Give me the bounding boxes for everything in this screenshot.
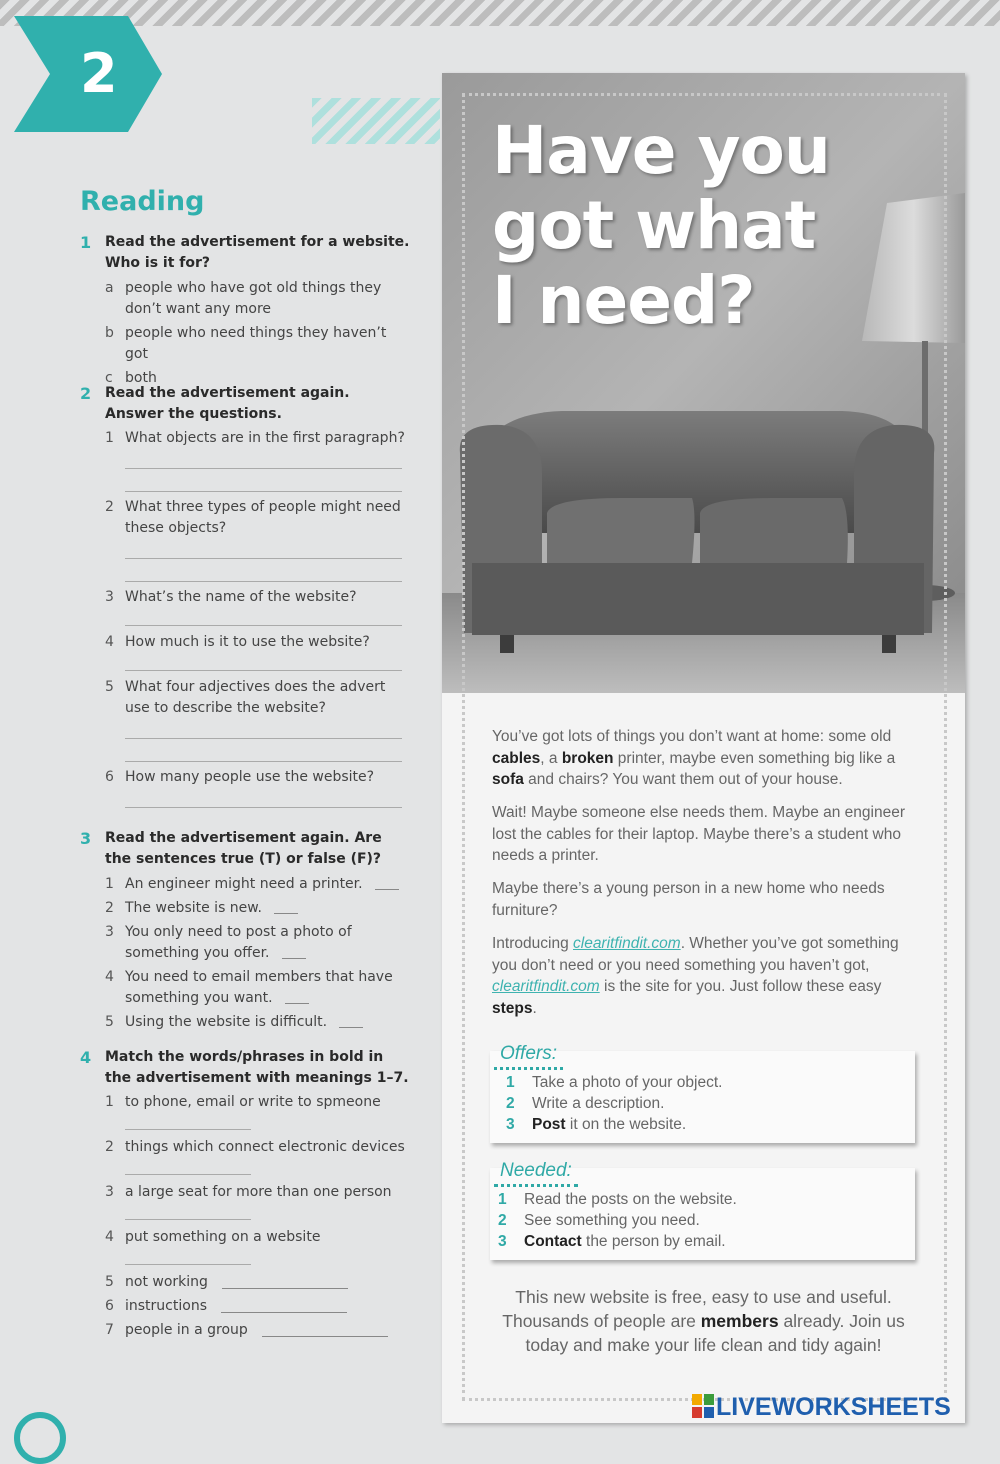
question-mark: 3 xyxy=(105,589,114,605)
answer-line[interactable] xyxy=(222,1287,348,1289)
teal-stripe-decoration xyxy=(312,98,440,144)
question-text: How much is it to use the website? xyxy=(125,634,370,650)
text-run: . xyxy=(532,999,537,1017)
exercise-2-instruction xyxy=(80,383,410,425)
match-item-5 xyxy=(80,1272,410,1293)
step-number: 1 xyxy=(498,1191,507,1208)
item-text: a large seat for more than one person xyxy=(125,1184,392,1200)
item-mark: 7 xyxy=(105,1322,114,1338)
step-text: Write a description. xyxy=(532,1095,665,1112)
instruction-text: Read the advertisement again. Are the sentences true (T) or false (F)? xyxy=(105,830,382,867)
offers-step-2 xyxy=(506,1095,664,1113)
tf-blank[interactable] xyxy=(339,1027,363,1028)
liveworksheets-watermark xyxy=(692,1393,951,1422)
question-mark: 2 xyxy=(105,499,114,515)
section-title: Reading xyxy=(80,186,205,217)
instruction-text: Read the advertisement again. Answer the questions. xyxy=(105,385,350,422)
answer-line[interactable] xyxy=(125,760,402,762)
bold-word: broken xyxy=(561,749,614,767)
advert-paragraph-2: Wait! Maybe someone else needs them. Maybe an engineer lost the cables for their laptop. Maybe there’s a student who needs a printer. xyxy=(492,804,905,864)
match-items-5-7 xyxy=(80,1272,410,1341)
answer-line[interactable] xyxy=(125,490,402,492)
question-text: What three types of people might need these objects? xyxy=(125,499,401,536)
item-mark: 1 xyxy=(105,876,114,892)
answer-line[interactable] xyxy=(125,1263,251,1265)
headline-line: Have you xyxy=(492,112,830,189)
answer-line[interactable] xyxy=(125,1173,251,1175)
text-run: printer, maybe even something big like a xyxy=(613,749,896,767)
item-mark: 4 xyxy=(105,1229,114,1245)
exercise-number: 4 xyxy=(80,1048,92,1067)
item-text: The website is new. xyxy=(125,900,262,916)
tf-item-2 xyxy=(80,898,410,919)
item-text: Using the website is difficult. xyxy=(125,1014,328,1030)
item-mark: 2 xyxy=(105,1139,114,1155)
match-item-2 xyxy=(80,1137,410,1175)
item-text: to phone, email or write to spmeone xyxy=(125,1094,381,1110)
page-corner-circle xyxy=(14,1412,66,1464)
question-mark: 6 xyxy=(105,769,114,785)
text-run: is the site for you. Just follow these easy xyxy=(599,978,882,995)
answer-line[interactable] xyxy=(125,624,402,626)
needed-step-2 xyxy=(498,1212,700,1230)
answer-line[interactable] xyxy=(125,806,402,808)
match-item-7 xyxy=(80,1320,410,1341)
tf-item-4 xyxy=(80,967,410,1009)
needed-step-1 xyxy=(498,1191,737,1209)
item-text: instructions xyxy=(125,1298,207,1314)
item-mark: 2 xyxy=(105,900,114,916)
advert-paragraph-3: Maybe there’s a young person in a new home who needs furniture? xyxy=(492,880,885,919)
question-text: What’s the name of the website? xyxy=(125,589,357,605)
unit-number: 2 xyxy=(80,42,118,105)
advert-paragraph-4 xyxy=(492,933,922,1019)
answer-line[interactable] xyxy=(125,737,402,739)
bold-word: Contact xyxy=(524,1233,582,1250)
exercise-1 xyxy=(80,232,410,389)
question-text: What objects are in the first paragraph? xyxy=(125,430,405,446)
match-item-4 xyxy=(80,1227,410,1265)
liveworksheets-logo-icon xyxy=(692,1394,714,1418)
text-run: , a xyxy=(540,749,562,767)
match-item-6 xyxy=(80,1296,410,1317)
question-text: What four adjectives does the advert use to describe the website? xyxy=(125,679,386,716)
answer-line[interactable] xyxy=(125,557,402,559)
watermark-text: LIVEWORKSHEETS xyxy=(716,1393,951,1421)
answer-line[interactable] xyxy=(221,1311,347,1313)
tf-item-1 xyxy=(80,874,410,895)
exercise-1-instruction xyxy=(80,232,410,274)
step-number: 1 xyxy=(506,1074,515,1091)
advert-closing xyxy=(492,1285,915,1357)
answer-line[interactable] xyxy=(125,467,402,469)
bold-word: cables xyxy=(492,749,541,767)
question-3 xyxy=(80,587,410,626)
item-mark: 6 xyxy=(105,1298,114,1314)
bold-word: steps xyxy=(492,999,533,1017)
tf-blank[interactable] xyxy=(375,889,399,890)
option-b[interactable] xyxy=(80,323,410,365)
website-link[interactable]: clearitfindit.com xyxy=(492,978,600,995)
answer-line[interactable] xyxy=(125,669,402,671)
exercise-number: 1 xyxy=(80,233,92,252)
offers-step-3 xyxy=(506,1116,686,1134)
bold-word: sofa xyxy=(492,771,524,788)
question-mark: 1 xyxy=(105,430,114,446)
exercise-4-instruction xyxy=(80,1047,410,1089)
needed-step-3 xyxy=(498,1233,726,1251)
question-mark: 4 xyxy=(105,634,114,650)
tf-blank[interactable] xyxy=(274,913,298,914)
offers-title: Offers: xyxy=(494,1043,563,1070)
step-text: it on the website. xyxy=(565,1116,687,1133)
item-mark: 3 xyxy=(105,1184,114,1200)
instruction-text: Read the advertisement for a website. Who is it for? xyxy=(105,234,410,271)
option-a[interactable] xyxy=(80,278,410,320)
match-item-1 xyxy=(80,1092,410,1130)
question-mark: 5 xyxy=(105,679,114,695)
item-text: You only need to post a photo of something you offer. xyxy=(125,924,352,961)
step-number: 3 xyxy=(506,1116,515,1133)
item-text: not working xyxy=(125,1274,208,1290)
text-run: and chairs? You want them out of your house. xyxy=(523,771,843,788)
tf-item-5 xyxy=(80,1012,410,1033)
exercise-3 xyxy=(80,828,410,1033)
text-run: already. Join us today and make your life clean and tidy again! xyxy=(525,1311,905,1355)
item-mark: 3 xyxy=(105,924,114,940)
exercise-number: 2 xyxy=(80,384,92,403)
option-text: people who have got old things they don’t want any more xyxy=(125,280,382,317)
item-text: An engineer might need a printer. xyxy=(125,876,363,892)
step-text: the person by email. xyxy=(581,1233,726,1250)
advertisement-panel xyxy=(442,73,965,1423)
answer-line[interactable] xyxy=(125,580,402,582)
item-mark: 5 xyxy=(105,1274,114,1290)
item-mark: 1 xyxy=(105,1094,114,1110)
offers-step-1 xyxy=(506,1074,722,1092)
step-text: Read the posts on the website. xyxy=(524,1191,737,1208)
step-text: Take a photo of your object. xyxy=(532,1074,723,1091)
step-number: 2 xyxy=(506,1095,515,1112)
option-mark: c xyxy=(105,370,113,386)
question-5 xyxy=(80,677,410,762)
question-4 xyxy=(80,632,410,671)
option-mark: a xyxy=(105,280,114,296)
tf-blank[interactable] xyxy=(282,958,306,959)
headline-line: got what xyxy=(492,187,816,264)
option-text: people who need things they haven’t got xyxy=(125,325,387,362)
item-text: things which connect electronic devices xyxy=(125,1139,405,1155)
bold-word: Post xyxy=(532,1116,566,1133)
step-number: 3 xyxy=(498,1233,507,1250)
answer-line[interactable] xyxy=(125,1128,251,1130)
question-2 xyxy=(80,497,410,582)
item-mark: 4 xyxy=(105,969,114,985)
tf-blank[interactable] xyxy=(285,1003,309,1004)
exercise-3-instruction xyxy=(80,828,410,870)
website-link[interactable]: clearitfindit.com xyxy=(573,935,681,952)
exercise-number: 3 xyxy=(80,829,92,848)
answer-line[interactable] xyxy=(262,1335,388,1337)
step-text: See something you need. xyxy=(524,1212,700,1229)
item-text: put something on a website xyxy=(125,1229,321,1245)
instruction-text: Match the words/phrases in bold in the advertisement with meanings 1–7. xyxy=(105,1049,409,1086)
bold-word: members xyxy=(700,1311,779,1331)
match-item-3 xyxy=(80,1182,410,1220)
question-6 xyxy=(80,767,410,808)
item-mark: 5 xyxy=(105,1014,114,1030)
text-run: You’ve got lots of things you don’t want at home: some old xyxy=(492,728,892,745)
tf-item-3 xyxy=(80,922,410,964)
option-mark: b xyxy=(105,325,114,341)
question-1 xyxy=(80,428,410,492)
question-text: How many people use the website? xyxy=(125,769,375,785)
text-run: This new website is free, easy to use and useful. Thousands of people are xyxy=(502,1287,892,1331)
text-run: . Whether you’ve got something you don’t need or you need something you haven’t got, xyxy=(492,935,899,974)
answer-line[interactable] xyxy=(125,1218,251,1220)
exercise-2 xyxy=(80,383,410,425)
advert-headline xyxy=(492,113,932,338)
headline-line: I need? xyxy=(492,262,755,339)
text-run: Introducing xyxy=(492,935,573,952)
item-text: You need to email members that have something you want. xyxy=(125,969,393,1006)
advert-paragraph-1 xyxy=(492,726,922,791)
item-text: people in a group xyxy=(125,1322,248,1338)
option-text: both xyxy=(125,370,157,386)
exercise-4 xyxy=(80,1047,410,1089)
step-number: 2 xyxy=(498,1212,507,1229)
needed-title: Needed: xyxy=(494,1160,578,1187)
